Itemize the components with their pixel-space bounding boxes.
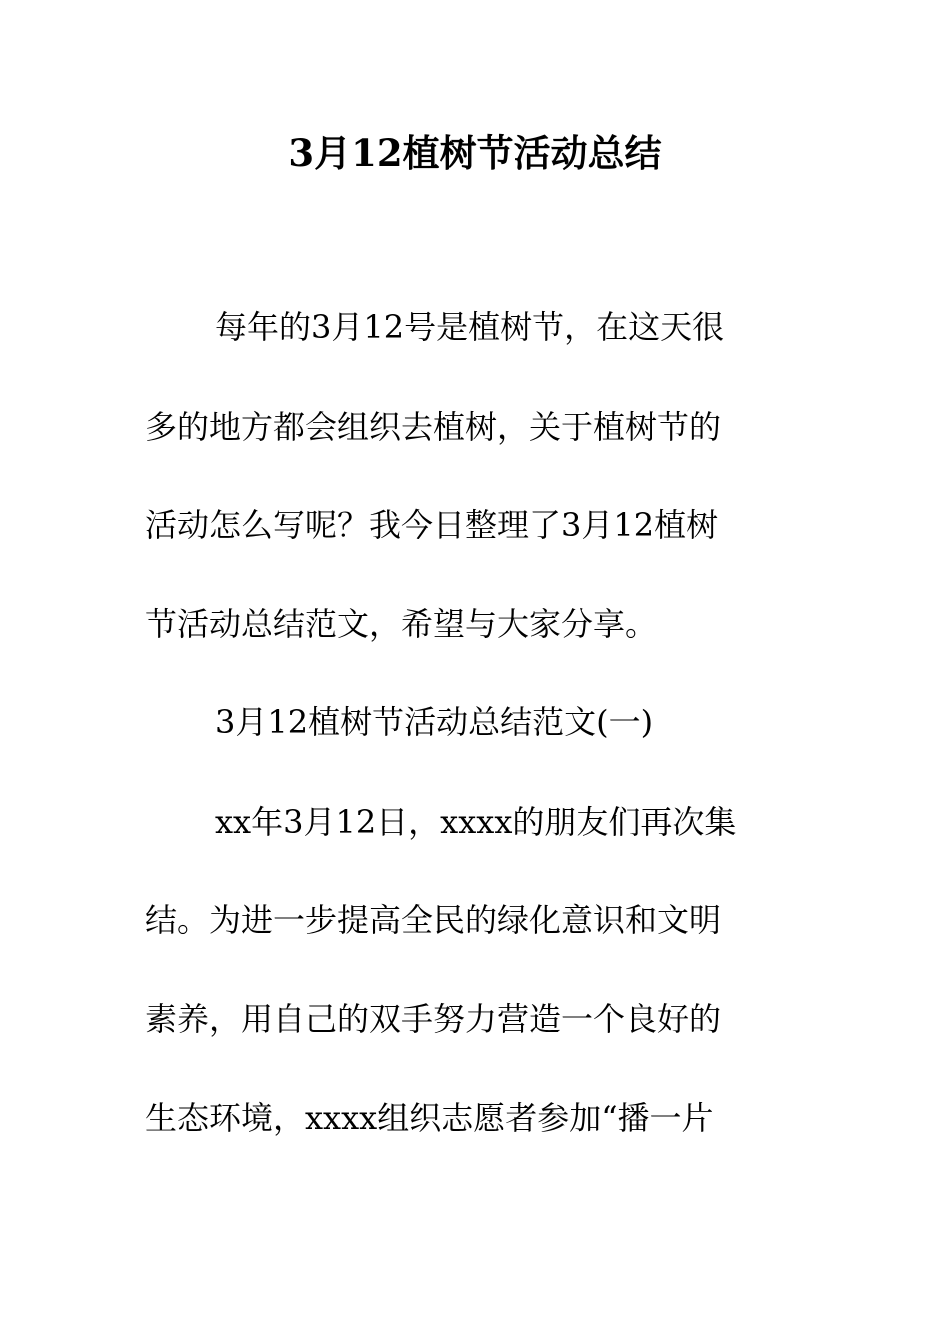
paragraph-line-1: 每年的3月12号是植树节，在这天很 [215,308,725,346]
paragraph-line-7: 素养，用自己的双手努力营造一个良好的 [145,1000,722,1038]
paragraph-line-3: 活动怎么写呢？我今日整理了3月12植树 [145,506,719,544]
paragraph-line-5: xx年3月12日，xxxx的朋友们再次集 [215,803,737,841]
paragraph-line-6: 结。为进一步提高全民的绿化意识和文明 [145,901,722,939]
paragraph-line-8: 生态环境，xxxx组织志愿者参加“播一片 [145,1099,714,1137]
document-title: 3月12植树节活动总结 [288,131,662,175]
paragraph-line-4: 节活动总结范文，希望与大家分享。 [145,605,658,643]
section-heading: 3月12植树节活动总结范文(一) [215,703,654,741]
paragraph-line-2: 多的地方都会组织去植树，关于植树节的 [145,408,722,446]
